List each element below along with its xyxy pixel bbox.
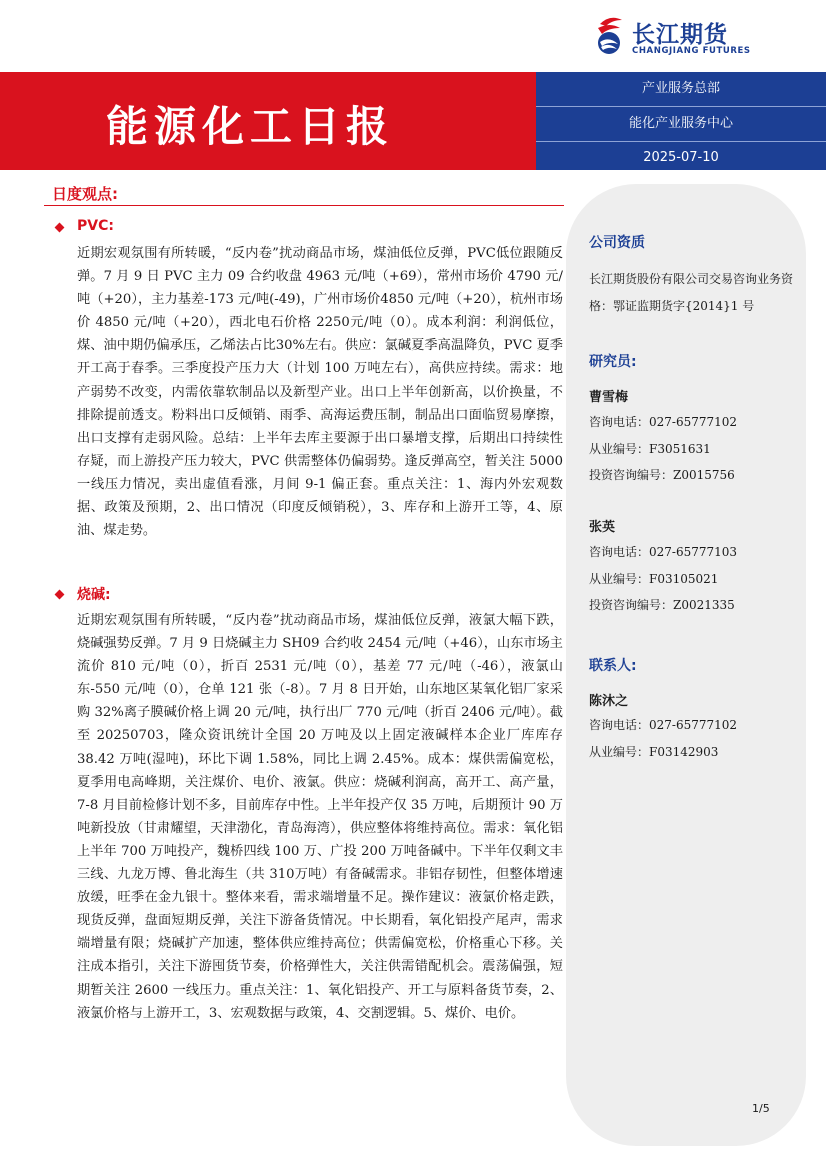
contact-name: 陈沐之 <box>589 694 629 709</box>
company-logo <box>592 14 772 60</box>
analyst-name: 曹雪梅 <box>589 390 629 405</box>
analyst-advisor-number: 投资咨询编号：Z0015756 <box>589 468 735 482</box>
header-center: 能化产业服务中心 <box>628 116 733 131</box>
contact-phone: 咨询电话：027-65777102 <box>589 718 738 732</box>
analyst-phone: 咨询电话：027-65777102 <box>589 415 738 429</box>
bullet-diamond-icon <box>55 223 65 233</box>
caustic-heading: 烧碱: <box>77 587 111 603</box>
analyst-phone: 咨询电话：027-65777103 <box>589 545 738 559</box>
company-qualification-heading: 公司资质 <box>589 235 645 251</box>
pvc-body: 近期宏观氛围有所转暖，“反内卷”扰动商品市场，煤油低位反弹，PVC低位跟随反弹。7 月 9 日 PVC 主力 09 合约收盘 4963 元/吨（+69），常州市场价 4790 元/吨（+20），主力基差-173 元/吨(-49)，广州市场价4850 元/吨（+20），杭州市场价 4850 元/吨（+20），西北电石价格 2250元/吨（0）。成本利润：利润低位，煤、油中期仍偏承压，乙烯法占比30%左右。供应：氯碱夏季高温降负，PVC 夏季开工高于春季。三季度投产压力大（计划 100 万吨左右），高供应持续。需求：地产弱势不改变，内需依靠软制品以及新型产业。出口上半年创新高，以价换量，不排除提前透支。粉料出口反倾销、雨季、高海运费压制，制品出口面临贸易摩擦，出口支撑有走弱风险。总结：上半年去库主要源于出口暴增支撑，后期出口持续性存疑，而上游投产压力较大，PVC 供需整体仍偏弱势。逢反弹高空，暂关注 5000 一线压力情况，卖出虚值看涨，月间 9-1 偏正套。重点关注：1、海内外宏观数据、政策及预期，2、出口情况（印度反倾销税），3、库存和上游开工等，4、原油、煤走势。 <box>77 246 563 539</box>
analyst-name: 张英 <box>589 520 616 535</box>
caustic-body: 近期宏观氛围有所转暖，“反内卷”扰动商品市场，煤油低位反弹，液氯大幅下跌，烧碱强势反弹。7 月 9 日烧碱主力 SH09 合约收 2454 元/吨（+46），山东市场主流价 810 元/吨（0），折百 2531 元/吨（0），基差 77 元/吨（-46），液氯山东-550 元/吨（0），仓单 121 张（-8）。7 月 8 日开始，山东地区某氧化铝厂家采购 32%离子膜碱价格上调 20 元/吨，执行出厂 770 元/吨（折百 2406 元/吨）。截至 20250703，隆众资讯统计全国 20 万吨及以上固定液碱样本企业厂库库存 38.42 万吨(湿吨)，环比下调 1.58%，同比上调 2.45%。成本：煤供需偏宽松，夏季用电高峰期，关注煤价、电价、液氯。供应：烧碱利润高，高开工、高产量，7-8 月目前检修计划不多，目前库存中性。上半年投产仅 35 万吨，后期预计 90 万吨新投放（甘肃耀望，天津渤化，青岛海湾），供应整体将维持高位。需求：氧化铝上半年 700 万吨投产，魏桥四线 100 万、广投 200 万吨备碱中。下半年仅剩文丰三线、九龙万博、鲁北海生（共 310万吨）有备碱需求。非铝存韧性，但整体增速放缓，旺季在金九银十。整体来看，需求端增量不足。操作建议：液氯价格走跌，现货反弹，盘面短期反弹，关注下游备货情况。中长期看，氧化铝投产尾声，需求端增量有限；烧碱扩产加速，整体供应维持高位；供需偏宽松，价格重心下移。关注成本指引，关注下游囤货节奏，价格弹性大，关注供需错配机会。震荡偏强，短期暂关注 2600 一线压力。重点关注：1、氧化铝投产、开工与原料备货节奏，2、液氯价格与上游开工，3、宏观数据与政策，4、交割逻辑。5、煤价、电价。 <box>77 613 563 1021</box>
pvc-heading: PVC: <box>77 218 114 234</box>
analyst-heading: 研究员: <box>589 354 637 370</box>
contact-reg-number: 从业编号：F03142903 <box>589 745 719 759</box>
report-title: 能源化工日报 <box>106 102 395 151</box>
page-number: 1/5 <box>752 1102 770 1115</box>
logo-name-en: CHANGJIANG FUTURES <box>632 46 751 56</box>
changjiang-logo-icon <box>592 14 628 58</box>
analyst-reg-number: 从业编号：F3051631 <box>589 442 711 456</box>
header-divider <box>536 106 826 107</box>
analyst-advisor-number: 投资咨询编号：Z0021335 <box>589 598 735 612</box>
header-department: 产业服务总部 <box>641 81 720 96</box>
bullet-diamond-icon <box>55 590 65 600</box>
logo-name-cn: 长江期货 <box>632 22 728 48</box>
section-title: 日度观点: <box>52 185 118 203</box>
contact-heading: 联系人: <box>589 658 637 674</box>
section-underline <box>44 205 564 206</box>
analyst-reg-number: 从业编号：F03105021 <box>589 572 719 586</box>
header-date: 2025-07-10 <box>643 150 719 165</box>
company-qualification-text: 长江期货股份有限公司交易咨询业务资格：鄂证监期货字{2014}1 号 <box>589 272 794 313</box>
